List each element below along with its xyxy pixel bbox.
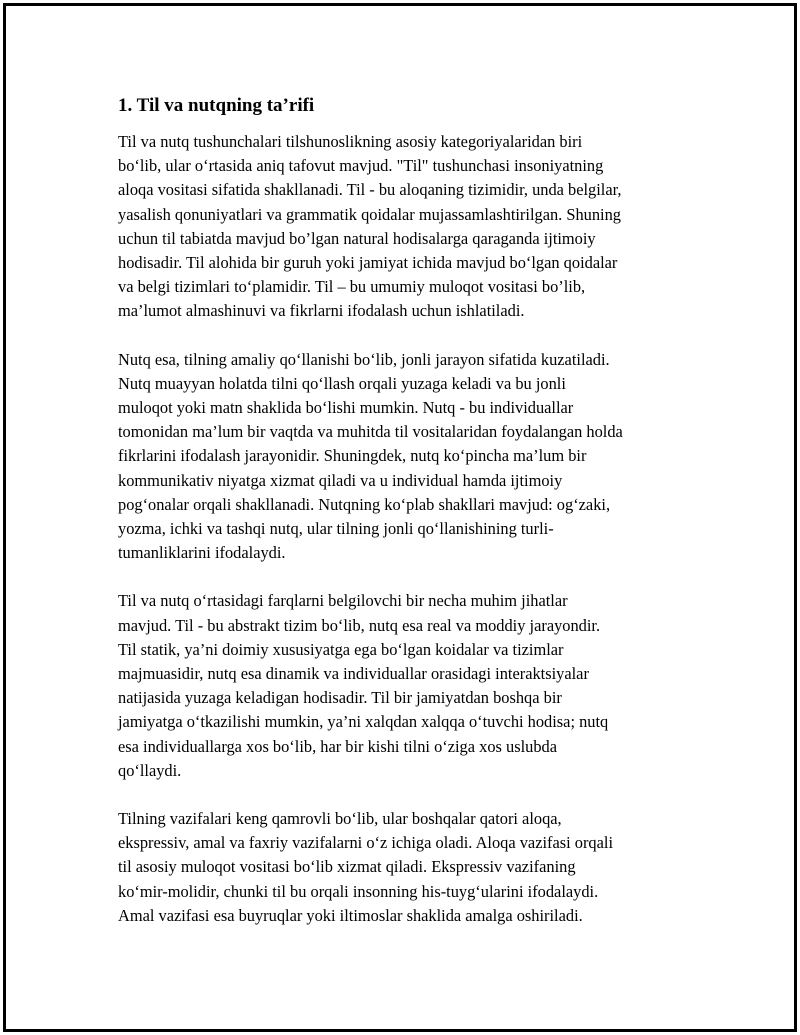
text-line: natijasida yuzaga keladigan hodisadir. Til bir jamiyatdan boshqa bir bbox=[118, 688, 562, 708]
text-line: tomonidan ma’lum bir vaqtda va muhitda til vositalaridan foydalangan holda bbox=[118, 422, 623, 442]
text-line: Til statik, ya’ni doimiy xususiyatga ega bo‘lgan koidalar va tizimlar bbox=[118, 639, 564, 659]
text-line: esa individuallarga xos bo‘lib, har bir kishi tilni o‘ziga xos uslubda bbox=[118, 736, 557, 756]
text-line: yasalish qonuniyatlari va grammatik qoidalar mujassamlashtirilgan. Shuning bbox=[118, 204, 622, 224]
text-line: va belgi tizimlari to‘plamidir. Til – bu umumiy muloqot vositasi bo’lib, bbox=[118, 277, 586, 297]
text-line: muloqot yoki matn shaklida bo‘lishi mumkin. Nutq - bu individuallar bbox=[118, 398, 574, 418]
text-line: bo‘lib, ular o‘rtasida aniq tafovut mavjud. "Til" tushunchasi insoniyatning bbox=[118, 156, 604, 176]
text-line: til asosiy muloqot vositasi bo‘lib xizmat qiladi. Ekspressiv vazifaning bbox=[118, 857, 576, 877]
text-line: yozma, ichki va tashqi nutq, ular tilning jonli qo‘llanishining turli- bbox=[118, 519, 554, 539]
text-line: jamiyatga o‘tkazilishi mumkin, ya’ni xalqdan xalqqa o‘tuvchi hodisa; nutq bbox=[118, 712, 609, 732]
text-line: fikrlarini ifodalash jarayonidir. Shuningdek, nutq ko‘pincha ma’lum bir bbox=[118, 446, 587, 466]
text-line: aloqa vositasi sifatida shakllanadi. Til - bu aloqaning tizimidir, unda belgilar, bbox=[118, 180, 622, 200]
text-line: pog‘onalar orqali shakllanadi. Nutqning ko‘plab shakllari mavjud: og‘zaki, bbox=[118, 494, 611, 514]
document-body bbox=[118, 94, 708, 952]
paragraph-3 bbox=[118, 589, 708, 783]
text-line: tumanliklarini ifodalaydi. bbox=[118, 543, 286, 563]
text-line: ko‘mir-molidir, chunki til bu orqali insonning his-tuyg‘ularini ifodalaydi. bbox=[118, 881, 599, 901]
text-line: Nutq esa, tilning amaliy qo‘llanishi bo‘lib, jonli jarayon sifatida kuzatiladi. bbox=[118, 349, 610, 369]
text-line: ma’lumot almashinuvi va fikrlarni ifodalash uchun ishlatiladi. bbox=[118, 301, 525, 321]
text-line: qo‘llaydi. bbox=[118, 760, 182, 780]
text-line: ekspressiv, amal va faxriy vazifalarni o‘z ichiga oladi. Aloqa vazifasi orqali bbox=[118, 833, 614, 853]
section-heading: 1. Til va nutqning ta’rifi bbox=[118, 95, 315, 116]
text-line: Til va nutq tushunchalari tilshunoslikning asosiy kategoriyalaridan biri bbox=[118, 132, 583, 151]
paragraph-4 bbox=[118, 807, 708, 928]
text-line: kommunikativ niyatga xizmat qiladi va u individual hamda ijtimoiy bbox=[118, 470, 563, 490]
text-line: mavjud. Til - bu abstrakt tizim bo‘lib, nutq esa real va moddiy jarayondir. bbox=[118, 615, 601, 635]
paragraph-1 bbox=[118, 130, 708, 324]
text-line: Til va nutq o‘rtasidagi farqlarni belgilovchi bir necha muhim jihatlar bbox=[118, 591, 568, 611]
text-line: uchun til tabiatda mavjud bo’lgan natural hodisalarga qaraganda ijtimoiy bbox=[118, 228, 596, 248]
text-line: majmuasidir, nutq esa dinamik va individuallar orasidagi interaktsiyalar bbox=[118, 664, 589, 684]
text-line: Amal vazifasi esa buyruqlar yoki iltimoslar shaklida amalga oshiriladi. bbox=[118, 905, 583, 925]
paragraph-2 bbox=[118, 348, 708, 566]
text-line: hodisadir. Til alohida bir guruh yoki jamiyat ichida mavjud bo‘lgan qoidalar bbox=[118, 253, 618, 273]
text-line: Tilning vazifalari keng qamrovli bo‘lib, ular boshqalar qatori aloqa, bbox=[118, 809, 562, 829]
text-line: Nutq muayyan holatda tilni qo‘llash orqali yuzaga keladi va bu jonli bbox=[118, 373, 566, 393]
